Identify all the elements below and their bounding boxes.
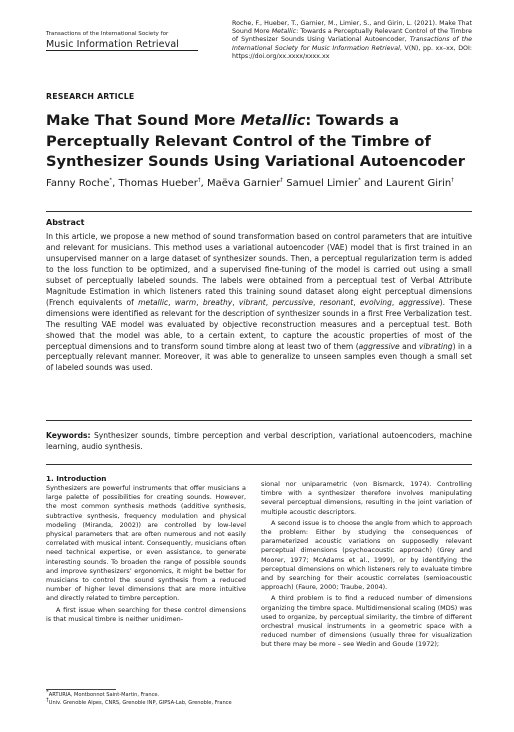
citation: [232, 20, 472, 61]
column-left: [46, 484, 246, 624]
author-mark: *: [358, 177, 361, 184]
section-heading: 1. Introduction: [46, 474, 107, 483]
paper-title: [46, 111, 466, 173]
title-part1: Make That Sound More: [46, 112, 241, 129]
journal-name-line1: Transactions of the International Society for: [46, 31, 169, 37]
abstract-italic: vibrating: [418, 341, 453, 351]
citation-authors: Roche, F., Hueber, T., Garnier, M., Limier, S., and Girin, L. (2021). Make That Sound More: [232, 20, 472, 36]
footnote-text: ARTURIA, Montbonnot Saint-Martin, France.: [48, 692, 160, 698]
keywords: [46, 431, 472, 453]
footnote: [46, 689, 246, 699]
abstract-dimension: metallic: [138, 297, 169, 307]
abstract-dimension: vibrant: [238, 297, 266, 307]
divider: [46, 420, 472, 421]
author-list: [46, 178, 476, 190]
journal-rule: [46, 50, 198, 51]
journal-name-line2: Music Information Retrieval: [46, 39, 179, 50]
author-name: Fanny Roche: [46, 178, 110, 189]
author-sep: ,: [200, 178, 208, 189]
paragraph: A third problem is to find a reduced number of dimensions organizing the timbre space. Multidimensional scaling (MDS) was used to organize, by perceptual similarity, the timbre of different orchestral musical instruments in a geometric space with a reduced number of dimensions (usually three for visualization but there may be more – see Wedin and Goude (1972);: [261, 594, 472, 649]
paragraph: A first issue when searching for these control dimensions is that musical timbre is neither unidimen-: [46, 605, 246, 623]
paragraph: A second issue is to choose the angle from which to approach the problem: Either by studying the consequences of parameterized acoustic variations on supposedly relevant perceptual dimensions (psychoacoustic approach) (Grey and Moorer, 1977; McAdams et al., 1999), or by identifying the perceptual dimensions on which listeners rely to evaluate timbre and by searching for their acoustic correlates (semioacoustic approach) (Faure, 2000; Traube, 2004).: [261, 518, 472, 592]
author-name: Samuel Limier: [286, 178, 359, 189]
abstract-text: In this article, we propose a new method of sound transformation based on control parameters that are intuitive and relevant for musicians. This method uses a variational autoencoder (VAE) model that is first trained in an unsupervised manner on a large dataset of synthesizer sounds. Then, a perceptual regularization term is added to the loss function to be optimized, and a supervised fine-tuning of the model is carried out using a small subset of perceptually labeled sounds. The labels were obtained from a perceptual test of Verbal Attribute Magnitude Estimation in which listeners rated this training sound dataset along eight perceptual dimensions (French equivalents of: [46, 232, 472, 307]
footnote: [46, 697, 246, 707]
author-name: Thomas Hueber: [118, 178, 198, 189]
abstract-body: In this article, we propose a new method of sound transformation based on control parameters that are intuitive and relevant for musicians. This method uses a variational autoencoder (VAE) model that is first trained in an unsupervised manner on a large dataset of synthesizer sounds. Then, a perceptual regularization term is added to the loss function to be optimized, and a supervised fine-tuning of the model is carried out using a small subset of perceptually labeled sounds. The labels were obtained from a perceptual test of Verbal Attribute Magnitude Estimation in which listeners rated this training sound dataset along eight perceptual dimensions (French equivalents of metallic, warm, breathy, vibrant, percussive, resonant, evolving, aggressive). These dimensions were identified as relevant for the description of synthesizer sounds in a first Free Verbalization test. The resulting VAE model was evaluated by objective reconstruction measures and a perceptual test. Both showed that the model was able, to a certain extent, to capture the acoustic properties of most of the perceptual dimensions and to transform sound timbre along at least two of them (aggressive and vibrating) in a perceptually relevant manner. Moreover, it was able to generalize to unseen samples even though a small set of labeled sounds was used.: [46, 232, 472, 373]
citation-journal: Transactions of the International Society for Music Information Retrieval: [232, 36, 472, 52]
journal-name: [46, 31, 196, 50]
author-sep: and: [360, 178, 386, 189]
column-right: [261, 480, 472, 650]
keywords-text: Synthesizer sounds, timbre perception and verbal description, variational autoencoders, machine learning, audio synthesis.: [46, 431, 472, 451]
divider: [46, 211, 472, 212]
abstract-dimension: percussive: [272, 297, 314, 307]
author-mark: †: [451, 177, 455, 184]
footnote-mark: †: [46, 697, 49, 704]
author-name: Laurent Girin: [386, 178, 452, 189]
author-mark: †: [280, 177, 284, 184]
citation-title: : Towards a Perceptually Relevant Control of the Timbre of Synthesizer Sounds Using Variational Autoencoder,: [232, 28, 472, 44]
abstract-heading: Abstract: [46, 218, 85, 227]
keywords-label: Keywords:: [46, 431, 91, 440]
author-sep: ,: [112, 178, 119, 189]
article-type: RESEARCH ARTICLE: [46, 92, 135, 101]
author-mark: †: [197, 177, 201, 184]
paragraph: sional nor uniparametric (von Bismarck, 1974). Controlling timbre with a synthesizer therefore involves manipulating several perceptual dimensions, resulting in the joint variation of multiple acoustic descriptors.: [261, 480, 472, 516]
footnote-mark: *: [46, 689, 49, 696]
author-mark: *: [109, 177, 113, 184]
abstract-dimension: warm: [174, 297, 197, 307]
citation-italic-word: Metallic: [271, 28, 297, 36]
paragraph: Synthesizers are powerful instruments that offer musicians a large palette of possibilities for creating sounds. However, the most common synthesis methods (additive synthesis, subtractive synthesis, frequency modulation and physical modeling (Miranda, 2002)) are controlled by low-level physical parameters that are often numerous and not easily correlated with musical intent. Consequently, musicians often need technical expertise, or even assistance, to generate interesting sounds. To broaden the range of possible sounds and improve synthesizers’ ergonomics, it might be better for musicians to control the sound synthesis from a reduced number of higher level dimensions that are more intuitive and directly related to timbre perception.: [46, 484, 246, 603]
footnote-rule: [46, 689, 116, 690]
abstract-dimension: resonant: [319, 297, 354, 307]
abstract-text: ) in a perceptually relevant manner. Moreover, it was able to generalize to unseen samples even though a small set of labeled sounds was used.: [46, 341, 472, 373]
footnote-text: Univ. Grenoble Alpes, CNRS, Grenoble INP, GIPSA-Lab, Grenoble, France: [48, 700, 232, 706]
abstract-dimension: aggressive: [398, 297, 440, 307]
abstract-dimension: evolving: [359, 297, 392, 307]
abstract-italic: aggressive: [358, 341, 400, 351]
citation-doi: , V(N), pp. xx–xx, DOI: https://doi.org/xx.xxxx/xxxx.xx: [232, 44, 472, 60]
abstract-text: and: [399, 341, 419, 351]
divider: [46, 464, 472, 465]
author-name: Maëva Garnier: [207, 178, 281, 189]
abstract-text: ). These dimensions were identified as relevant for the description of synthesizer sounds in a first Free Verbalization test. The resulting VAE model was evaluated by objective reconstruction measures and a perceptual test. Both showed that the model was able, to a certain extent, to capture the acoustic properties of most of the perceptual dimensions and to transform sound timbre along at least two of them (: [46, 297, 472, 351]
title-italic: Metallic: [240, 112, 306, 129]
abstract-dimension: breathy: [202, 297, 233, 307]
title-part2: : Towards a Perceptually Relevant Control of the Timbre of Synthesizer Sounds Using Variational Autoencoder: [46, 112, 465, 170]
footnotes: [46, 689, 246, 708]
